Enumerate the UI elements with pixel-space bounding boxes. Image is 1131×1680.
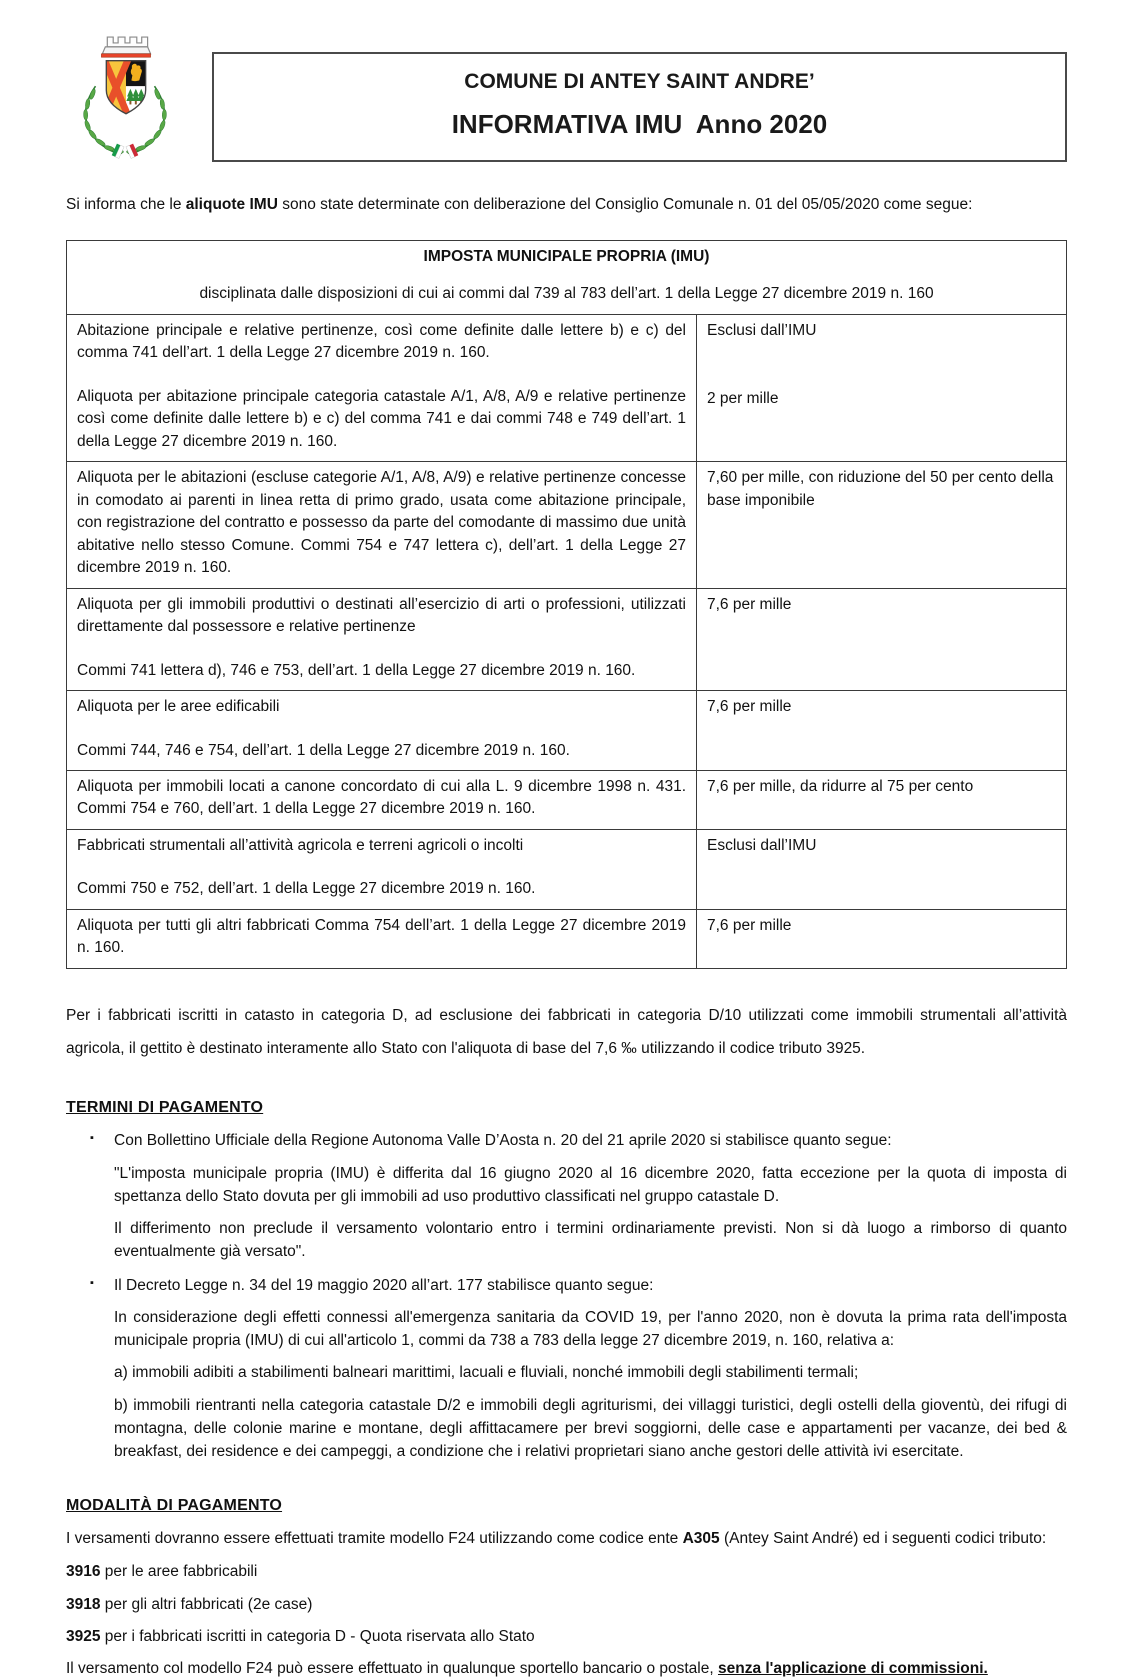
termini-bullet-list [66,1129,1067,1463]
rate-value: 7,6 per mille [707,595,792,613]
bullet-item [66,1274,1067,1464]
table-row [67,770,1067,829]
intro-paragraph [66,196,1067,214]
description-cell [67,462,697,588]
bullet-text: Con Bollettino Ufficiale della Regione Autonoma Valle D’Aosta n. 20 del 21 aprile 2020 si stabilisce quanto segue: [114,1132,892,1150]
bullet-text: Il Decreto Legge n. 34 del 19 maggio 2020 all’art. 177 stabilisce quanto segue: [114,1276,654,1294]
intro-text-post: sono state determinate con deliberazione del Consiglio Comunale n. 01 del 05/05/2020 come segue: [277,196,973,213]
final-note-pre: Il versamento col modello F24 può essere effettuato in qualunque sportello bancario o postale, [66,1660,718,1678]
table-row [67,588,1067,690]
table-header-row [67,241,1067,315]
codice-tributo-3916-label: per le aree fabbricabili [100,1563,258,1581]
description-cell [67,770,697,829]
intro-text-pre: Si informa che le [66,196,186,213]
description-paragraph: Aliquota per le aree edificabili [77,698,280,716]
final-note-paragraph [66,1657,1067,1680]
description-cell [67,588,697,690]
table-subtitle: disciplinata dalle disposizioni di cui ai commi dal 739 al 783 dell’art. 1 della Legge 27 dicembre 2019 n. 160 [199,285,934,303]
description-paragraph: Fabbricati strumentali all’attività agricola e terreni agricoli o incolti [77,836,524,854]
codice-tributo-3918-label: per gli altri fabbricati (2e case) [100,1595,313,1613]
rate-value: 2 per mille [707,390,779,408]
codice-tributo-line [66,1560,1067,1583]
rate-cell [697,691,1067,771]
rate-cell [697,462,1067,588]
description-paragraph: Aliquota per tutti gli altri fabbricati Comma 754 dell’art. 1 della Legge 27 dicembre 2019 n. 160. [77,916,686,957]
rate-value: 7,6 per mille, da ridurre al 75 per cento [707,777,974,795]
rate-cell [697,770,1067,829]
rate-cell [697,909,1067,968]
description-paragraph: Abitazione principale e relative pertinenze, così come definite dalle lettere b) e c) del comma 741 dell’art. 1 della Legge 27 dicembre 2019 n. 160. [77,321,686,362]
description-cell [67,314,697,461]
modalita-paragraph [66,1527,1067,1551]
table-row [67,462,1067,588]
final-note-bold: senza l'applicazione di commissioni. [717,1660,988,1678]
modalita-text-post: (Antey Saint André) ed i seguenti codici tributo: [719,1530,1047,1548]
codice-tributo-3916: 3916 [66,1563,101,1581]
category-d-note: Per i fabbricati iscritti in catasto in categoria D, ad esclusione dei fabbricati in categoria D/10 utilizzati come immobili strumentali all’attività agricola, il gettito è destinato interamente allo Stato con l'aliquota di base del 7,6 ‰ utilizzando il codice tributo 3925. [66,1006,1067,1058]
description-paragraph: Commi 750 e 752, dell’art. 1 della Legge 27 dicembre 2019 n. 160. [77,880,536,898]
rate-value: 7,6 per mille [707,698,792,716]
table-row [67,314,1067,461]
decree-item-b: b) immobili rientranti nella categoria catastale D/2 e immobili degli agriturismi, dei villaggi turistici, degli ostelli della gioventù, dei rifugi di montagna, delle colonie marine e montane, degli affittacamere per brevi soggiorni, delle case e appartamenti per vacanze, dei bed & breakfast, dei residence e dei campeggi, a condizione che i relativi proprietari siano anche gestori delle attività ivi esercitate. [114,1396,1067,1461]
description-cell [67,909,697,968]
quote-paragraph: "L'imposta municipale propria (IMU) è differita dal 16 giugno 2020 al 16 dicembre 2020, fatta eccezione per la quota di imposta di spettanza dello Stato dovuta per gli immobili ad uso produttivo classificati nel gruppo catastale D. [114,1164,1067,1205]
bullet-item [66,1129,1067,1263]
rate-value: Esclusi dall’IMU [707,321,817,339]
description-paragraph: Commi 741 lettera d), 746 e 753, dell’art. 1 della Legge 27 dicembre 2019 n. 160. [77,661,636,679]
imu-rates-table [66,240,1067,969]
table-header-cell [67,241,1067,315]
description-paragraph: Aliquota per abitazione principale categoria catastale A/1, A/8, A/9 e relative pertinenze così come definite dalle lettere b) e c) del comma 741 e dai commi 748 e 749 dell’art. 1 della Legge 27 dicembre 2019 n. 160. [77,387,686,450]
table-row [67,829,1067,909]
codice-tributo-line [66,1593,1067,1616]
quote-paragraph: Il differimento non preclude il versamento volontario entro i termini ordinariamente previsti. Non si dà luogo a rimborso di quanto eventualmente già versato". [114,1220,1067,1261]
intro-bold-aliquote: aliquote IMU [185,196,278,213]
table-row [67,909,1067,968]
rate-value: 7,6 per mille [707,916,792,934]
description-cell [67,829,697,909]
description-paragraph: Aliquota per gli immobili produttivi o destinati all’esercizio di arti o professioni, utilizzati direttamente dal possessore e relative pertinenze [77,595,686,636]
codice-tributo-3925-label: per i fabbricati iscritti in categoria D - Quota riservata allo Stato [100,1627,535,1645]
title-box [212,52,1067,162]
rate-value: 7,60 per mille, con riduzione del 50 per cento della base imponibile [707,469,1054,509]
decree-paragraph: In considerazione degli effetti connessi all'emergenza sanitaria da COVID 19, per l'anno 2020, non è dovuta la prima rata dell'imposta municipale propria (IMU) di cui all'articolo 1, commi da 738 a 783 della legge 27 dicembre 2019, n. 160, relativa a: [114,1308,1067,1350]
modalita-di-pagamento-heading: MODALITÀ DI PAGAMENTO [66,1497,283,1515]
comune-coat-of-arms-icon [66,30,184,170]
modalita-text-pre: I versamenti dovranno essere effettuati tramite modello F24 utilizzando come codice ente [66,1530,683,1548]
document-header [66,30,1067,170]
table-row [67,691,1067,771]
description-paragraph: Commi 744, 746 e 754, dell’art. 1 della Legge 27 dicembre 2019 n. 160. [77,741,570,759]
description-paragraph: Aliquota per le abitazioni (escluse categorie A/1, A/8, A/9) e relative pertinenze concesse in comodato ai parenti in linea retta di primo grado, usata come abitazione principale, con registrazione del contratto e possesso da parte del comodante di massimo due unità abitative nello stesso Comune. Commi 754 e 747 lettera c), dell’art. 1 della Legge 27 dicembre 2019 n. 160. [77,469,686,577]
codice-tributo-line [66,1625,1067,1648]
description-cell [67,691,697,771]
rate-cell [697,829,1067,909]
description-paragraph: Aliquota per immobili locati a canone concordato di cui alla L. 9 dicembre 1998 n. 431. Commi 754 e 760, dell’art. 1 della Legge 27 dicembre 2019 n. 160. [77,777,686,818]
termini-di-pagamento-heading: TERMINI DI PAGAMENTO [66,1099,264,1117]
codice-tributo-3918: 3918 [66,1595,101,1613]
codice-tributo-3925: 3925 [66,1627,101,1645]
codice-ente-value: A305 [682,1530,720,1548]
rate-cell [697,314,1067,461]
decree-item-a: a) immobili adibiti a stabilimenti balneari marittimi, lacuali e fluviali, nonché immobili degli stabilimenti termali; [114,1364,859,1382]
document-title: INFORMATIVA IMU Anno 2020 [451,109,828,139]
comune-name-title: COMUNE DI ANTEY SAINT ANDRE’ [464,70,815,93]
table-title: IMPOSTA MUNICIPALE PROPRIA (IMU) [423,248,710,265]
rate-cell [697,588,1067,690]
rate-value: Esclusi dall’IMU [707,836,817,854]
